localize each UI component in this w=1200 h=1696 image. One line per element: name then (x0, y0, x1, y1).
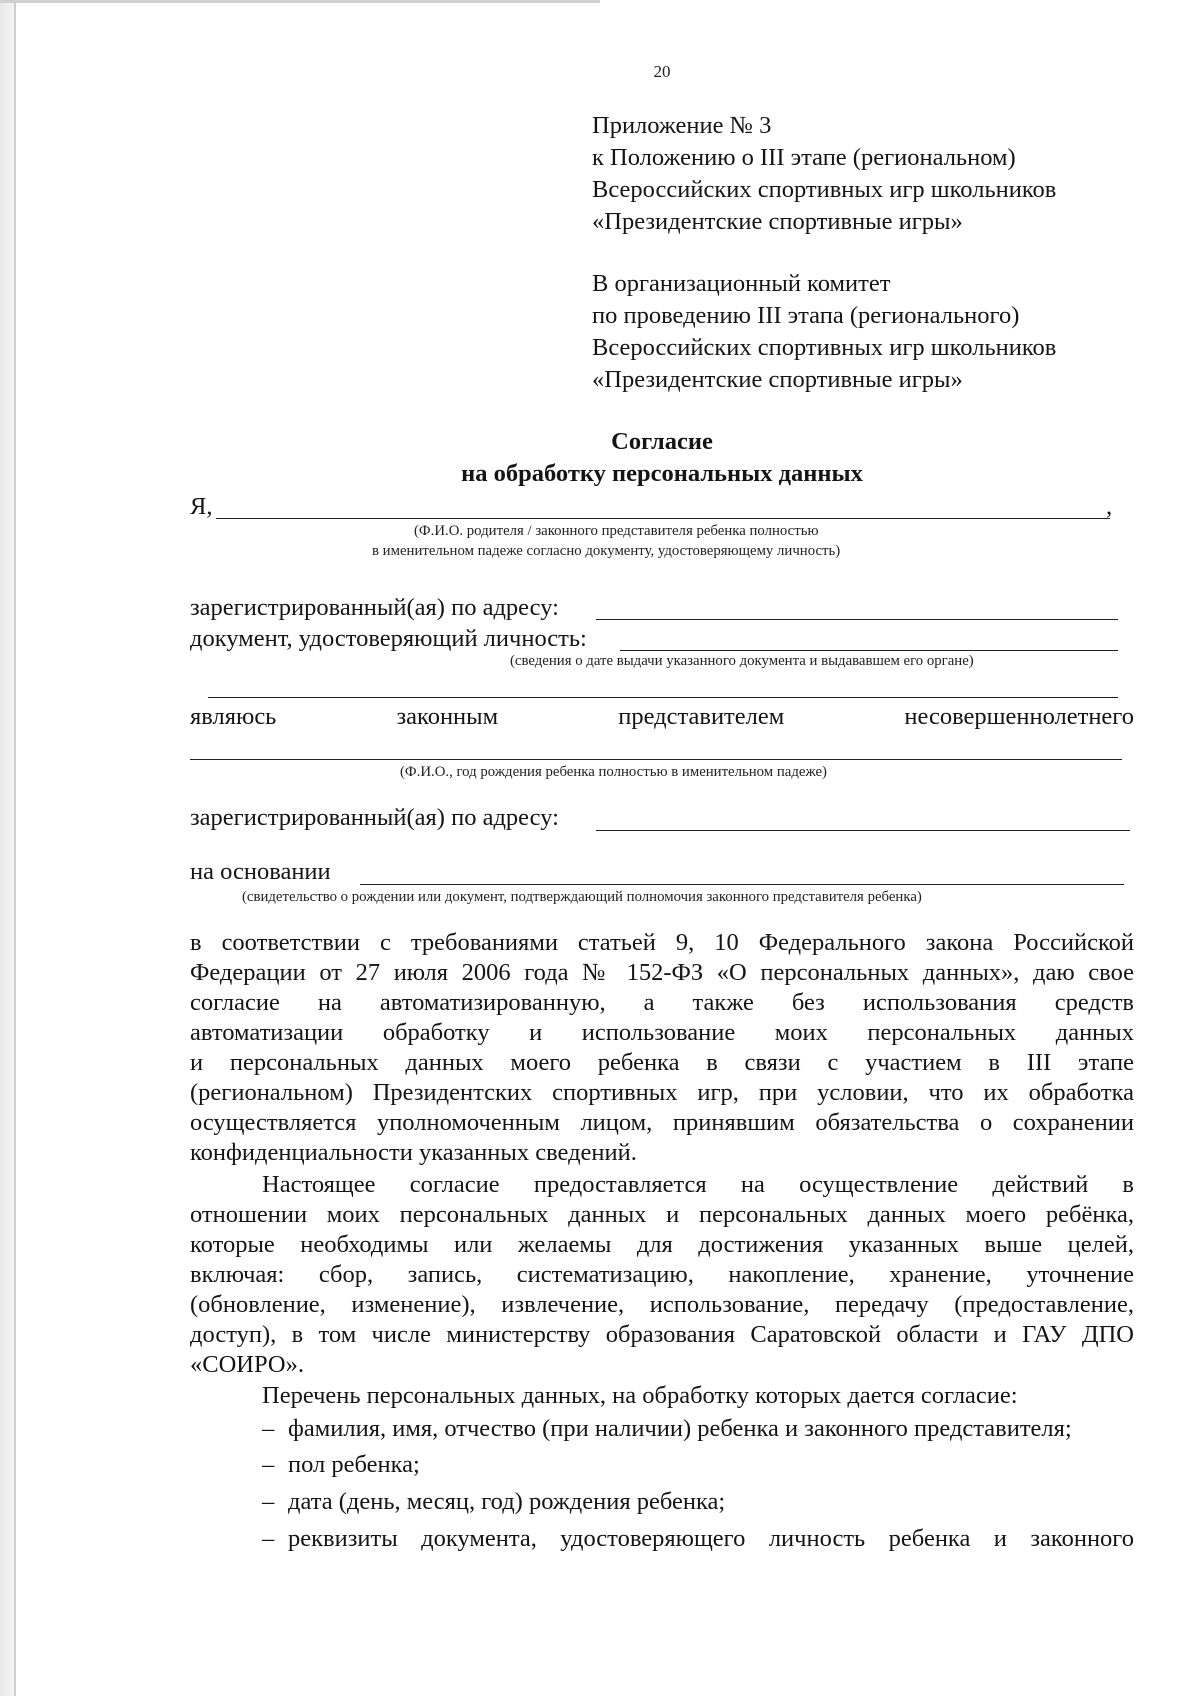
paragraph-line: осуществляется уполномоченным лицом, принявшим обязательства о сохранении (190, 1109, 1134, 1136)
list-intro: Перечень персональных данных, на обработку которых дается согласие: (262, 1382, 1018, 1409)
paragraph-line: доступ), в том числе министерству образования Саратовской области и ГАУ ДПО (190, 1321, 1134, 1348)
paragraph-line: включая: сбор, запись, систематизацию, накопление, хранение, уточнение (190, 1261, 1134, 1288)
paragraph-line: отношении моих персональных данных и персональных данных моего ребёнка, (190, 1201, 1134, 1228)
list-item-text: реквизиты документа, удостоверяющего личность ребенка и законного (288, 1525, 1134, 1552)
id-document-caption: (сведения о дате выдачи указанного документа и выдававшем его органе) (510, 653, 974, 669)
addressee-block (592, 268, 1056, 396)
page-number: 20 (653, 62, 671, 81)
document-title: Согласие (611, 428, 713, 455)
appendix-line: «Президентские спортивные игры» (592, 208, 963, 235)
addressee-line: «Президентские спортивные игры» (592, 366, 963, 393)
basis-caption: (свидетельство о рождении или документ, подтверждающий полномочия законного представителя ребенка) (242, 889, 922, 905)
dash-bullet: – (262, 1525, 275, 1552)
paragraph-line: (обновление, изменение), извлечение, использование, передачу (предоставление, (190, 1291, 1134, 1318)
addressee-line: В организационный комитет (592, 270, 891, 297)
addressee-line: Всероссийских спортивных игр школьников (592, 334, 1057, 361)
dash-bullet: – (262, 1488, 275, 1515)
list-item-text: пол ребенка; (288, 1451, 420, 1478)
id-document-field-2[interactable] (208, 697, 1118, 698)
scan-top-edge (0, 0, 600, 3)
child-caption: (Ф.И.О., год рождения ребенка полностью в именительном падеже) (400, 764, 827, 780)
parent-caption-2: в именительном падеже согласно документу, удостоверяющему личность) (372, 543, 841, 559)
list-item-text: дата (день, месяц, год) рождения ребенка; (288, 1488, 726, 1515)
consent-paragraph-2 (190, 1170, 1134, 1380)
representative-word: представителем (618, 703, 785, 730)
paragraph-line: Настоящее согласие предоставляется на осуществление действий в (262, 1171, 1134, 1198)
representative-line (190, 703, 1134, 731)
id-document-field[interactable] (620, 650, 1118, 651)
paragraph-line: «СОИРО». (190, 1351, 304, 1378)
registered-address-label: зарегистрированный(ая) по адресу: (190, 594, 559, 621)
parent-name-field[interactable] (216, 518, 1110, 519)
paragraph-line: и персональных данных моего ребенка в связи с участием в III этапе (190, 1049, 1134, 1076)
scan-left-edge (0, 0, 16, 1696)
basis-field[interactable] (360, 884, 1124, 885)
representative-word: являюсь (190, 703, 277, 730)
appendix-line: Всероссийских спортивных игр школьников (592, 176, 1057, 203)
list-item-text: фамилия, имя, отчество (при наличии) ребенка и законного представителя; (288, 1415, 1072, 1442)
child-address-field[interactable] (596, 830, 1130, 831)
comma-mark: , (1106, 493, 1113, 520)
parent-caption-1: (Ф.И.О. родителя / законного представителя ребенка полностью (414, 523, 819, 539)
paragraph-line: которые необходимы или желаемы для достижения указанных выше целей, (190, 1231, 1134, 1258)
appendix-block (592, 110, 1056, 238)
child-name-field[interactable] (190, 759, 1122, 760)
dash-bullet: – (262, 1415, 275, 1442)
representative-word: несовершеннолетнего (904, 703, 1134, 730)
paragraph-line: в соответствии с требованиями статьей 9, 10 Федерального закона Российской (190, 929, 1134, 956)
parent-address-field[interactable] (596, 619, 1118, 620)
i-label: Я, (190, 493, 213, 520)
appendix-line: к Положению о III этапе (региональном) (592, 144, 1016, 171)
id-document-label: документ, удостоверяющий личность: (190, 625, 587, 652)
appendix-line: Приложение № 3 (592, 112, 772, 139)
addressee-line: по проведению III этапа (регионального) (592, 302, 1020, 329)
consent-paragraph-1 (190, 928, 1134, 1168)
paragraph-line: автоматизации обработку и использование моих персональных данных (190, 1019, 1134, 1046)
paragraph-line: конфиденциальности указанных сведений. (190, 1139, 637, 1166)
document-subtitle: на обработку персональных данных (461, 460, 863, 487)
representative-word: законным (396, 703, 499, 730)
dash-bullet: – (262, 1451, 275, 1478)
child-address-label: зарегистрированный(ая) по адресу: (190, 804, 559, 831)
basis-label: на основании (190, 858, 331, 885)
paragraph-line: Федерации от 27 июля 2006 года № 152-ФЗ «О персональных данных», даю свое (190, 959, 1134, 986)
paragraph-line: согласие на автоматизированную, а также без использования средств (190, 989, 1134, 1016)
paragraph-line: (региональном) Президентских спортивных игр, при условии, что их обработка (190, 1079, 1134, 1106)
